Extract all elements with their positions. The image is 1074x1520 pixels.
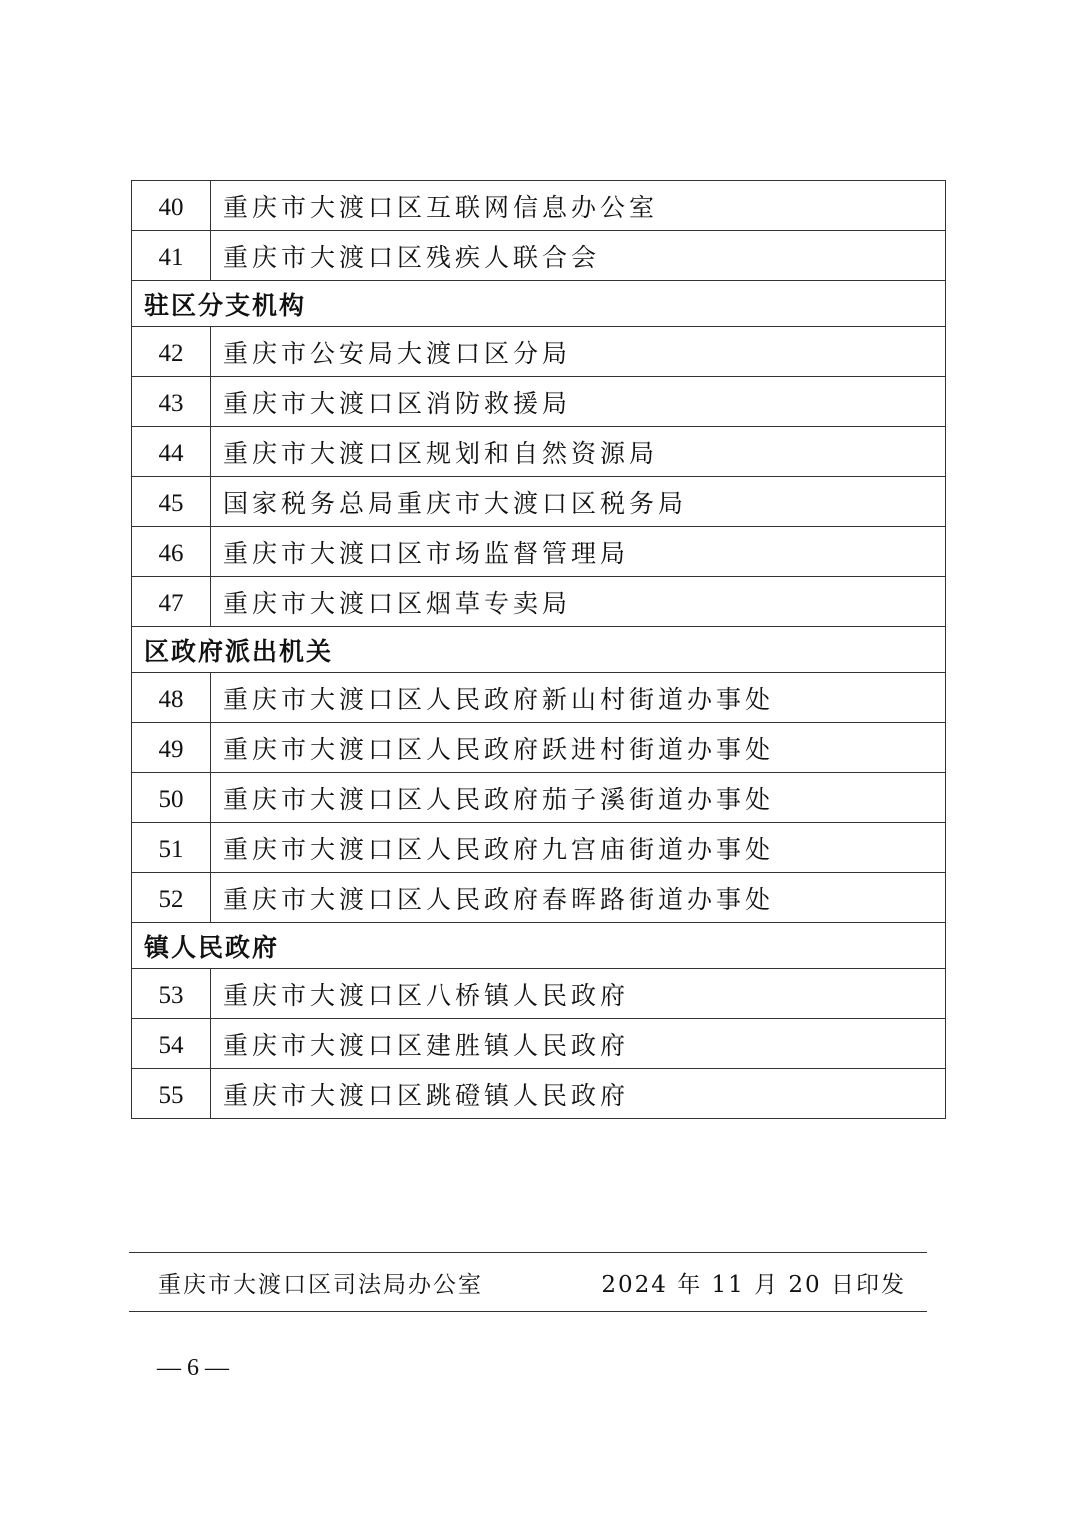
organization-name: 重庆市大渡口区消防救援局 <box>211 377 946 427</box>
table-row <box>132 1019 946 1069</box>
organization-name: 重庆市大渡口区八桥镇人民政府 <box>211 969 946 1019</box>
footer-top-rule <box>129 1252 927 1253</box>
table-row <box>132 873 946 923</box>
row-number: 50 <box>132 773 211 823</box>
row-number: 55 <box>132 1069 211 1119</box>
table-row <box>132 723 946 773</box>
table-body <box>132 181 946 1119</box>
organization-name: 重庆市大渡口区残疾人联合会 <box>211 231 946 281</box>
row-number: 47 <box>132 577 211 627</box>
table-row <box>132 231 946 281</box>
organization-name: 重庆市大渡口区互联网信息办公室 <box>211 181 946 231</box>
footer-date: 2024 年 11 月 20 日印发 <box>601 1272 906 1298</box>
organization-table <box>131 180 946 1119</box>
row-number: 44 <box>132 427 211 477</box>
row-number: 46 <box>132 527 211 577</box>
row-number: 53 <box>132 969 211 1019</box>
section-row <box>132 923 946 969</box>
row-number: 43 <box>132 377 211 427</box>
table-row <box>132 577 946 627</box>
organization-name: 重庆市大渡口区市场监督管理局 <box>211 527 946 577</box>
row-number: 42 <box>132 327 211 377</box>
row-number: 45 <box>132 477 211 527</box>
organization-name: 重庆市大渡口区规划和自然资源局 <box>211 427 946 477</box>
table-row <box>132 673 946 723</box>
table-row <box>132 477 946 527</box>
organization-name: 重庆市大渡口区烟草专卖局 <box>211 577 946 627</box>
table-row <box>132 427 946 477</box>
section-row <box>132 627 946 673</box>
section-heading: 驻区分支机构 <box>132 281 946 327</box>
row-number: 52 <box>132 873 211 923</box>
row-number: 51 <box>132 823 211 873</box>
table-row <box>132 773 946 823</box>
organization-name: 国家税务总局重庆市大渡口区税务局 <box>211 477 946 527</box>
table-row <box>132 377 946 427</box>
organization-name: 重庆市大渡口区跳磴镇人民政府 <box>211 1069 946 1119</box>
organization-name: 重庆市大渡口区人民政府九宫庙街道办事处 <box>211 823 946 873</box>
row-number: 54 <box>132 1019 211 1069</box>
row-number: 40 <box>132 181 211 231</box>
table-row <box>132 969 946 1019</box>
section-heading: 区政府派出机关 <box>132 627 946 673</box>
organization-name: 重庆市大渡口区人民政府新山村街道办事处 <box>211 673 946 723</box>
section-row <box>132 281 946 327</box>
organization-name: 重庆市大渡口区人民政府春晖路街道办事处 <box>211 873 946 923</box>
organization-name: 重庆市大渡口区人民政府跃进村街道办事处 <box>211 723 946 773</box>
table-row <box>132 327 946 377</box>
table-row <box>132 1069 946 1119</box>
page-number: — 6 — <box>157 1355 229 1381</box>
table-row <box>132 181 946 231</box>
row-number: 49 <box>132 723 211 773</box>
section-heading: 镇人民政府 <box>132 923 946 969</box>
organization-name: 重庆市大渡口区建胜镇人民政府 <box>211 1019 946 1069</box>
organization-name: 重庆市公安局大渡口区分局 <box>211 327 946 377</box>
footer-bottom-rule <box>129 1311 927 1312</box>
row-number: 41 <box>132 231 211 281</box>
table-row <box>132 527 946 577</box>
organization-name: 重庆市大渡口区人民政府茄子溪街道办事处 <box>211 773 946 823</box>
table-row <box>132 823 946 873</box>
footer-issuer: 重庆市大渡口区司法局办公室 <box>158 1272 483 1298</box>
row-number: 48 <box>132 673 211 723</box>
